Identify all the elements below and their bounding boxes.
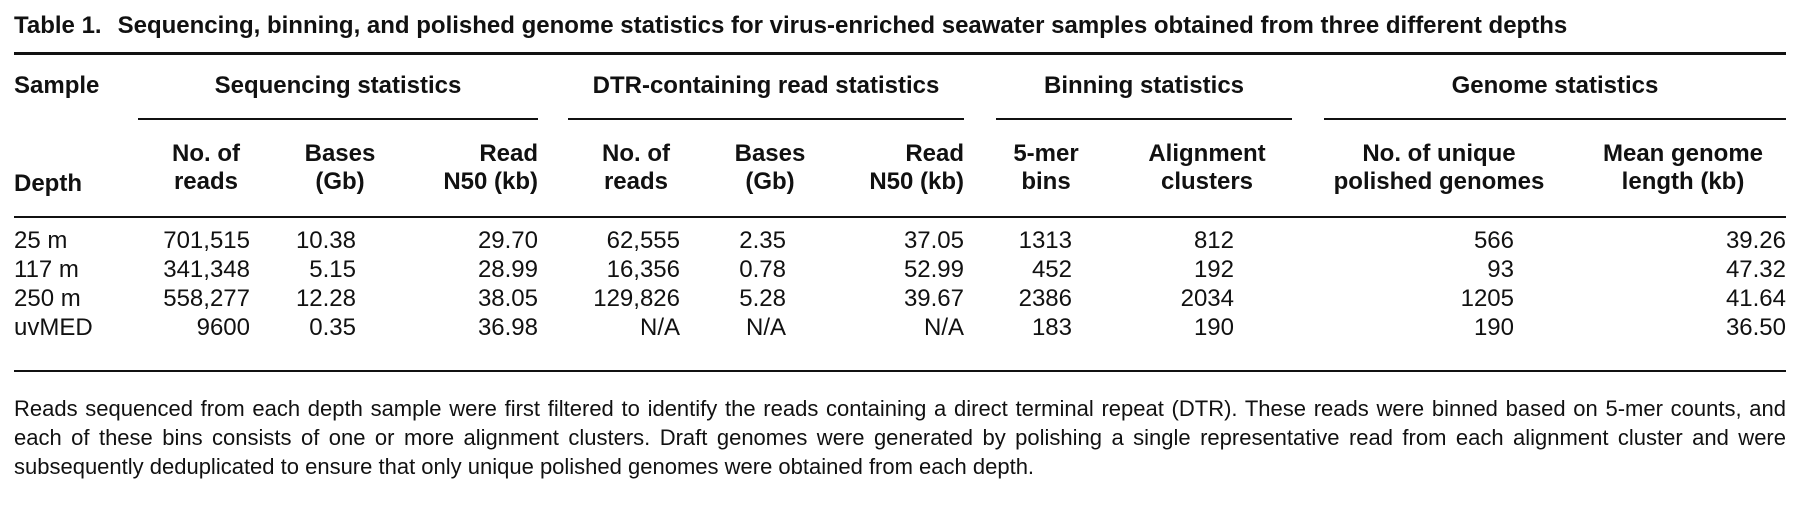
col-header-seq-n50: Read N50 (kb)	[443, 140, 538, 195]
cell-seq-reads: 701,515	[163, 227, 250, 254]
cell-dtr-n50: N/A	[923, 314, 964, 341]
cell-dtr-reads: 16,356	[606, 256, 680, 283]
cell-dtr-bases: 0.78	[739, 256, 786, 283]
col-header-depth: Depth	[14, 170, 82, 197]
header-rule	[14, 216, 1786, 218]
cell-bins: 183	[1031, 314, 1072, 341]
table-caption	[14, 12, 1784, 40]
cell-dtr-reads: 129,826	[593, 285, 680, 312]
table-row	[0, 255, 1800, 285]
table-row	[0, 226, 1800, 256]
cell-clusters: 812	[1193, 227, 1234, 254]
col-header-dtr-bases: Bases (Gb)	[734, 140, 806, 195]
cell-mean-len: 36.50	[1725, 314, 1786, 341]
cell-dtr-bases: 5.28	[739, 285, 786, 312]
group-line-binning	[996, 118, 1292, 120]
cell-depth: uvMED	[14, 314, 93, 341]
cell-seq-bases: 5.15	[309, 256, 356, 283]
cell-mean-len: 39.26	[1725, 227, 1786, 254]
bottom-rule	[14, 370, 1786, 372]
cell-clusters: 192	[1193, 256, 1234, 283]
cell-dtr-reads: 62,555	[606, 227, 680, 254]
cell-dtr-n50: 52.99	[903, 256, 964, 283]
group-line-genome	[1324, 118, 1786, 120]
cell-clusters: 190	[1193, 314, 1234, 341]
cell-unique: 190	[1473, 314, 1514, 341]
table-footnote: Reads sequenced from each depth sample were first filtered to identify the reads containing a direct terminal repeat (DTR). These reads were binned based on 5-mer counts, and each of these bins consists of one or more alignment clusters. Draft genomes were generated by polishing a single representative read from each alignment cluster and were subsequently deduplicated to ensure that only unique polished genomes were obtained from each depth.	[14, 396, 1786, 479]
col-header-dtr-reads: No. of reads	[602, 140, 670, 195]
cell-mean-len: 47.32	[1725, 256, 1786, 283]
group-header-genome: Genome statistics	[1451, 72, 1659, 99]
cell-dtr-reads: N/A	[639, 314, 680, 341]
cell-dtr-n50: 37.05	[903, 227, 964, 254]
table-title: Sequencing, binning, and polished genome statistics for virus-enriched seawater samples obtained from three different depths	[117, 12, 1568, 39]
cell-seq-reads: 558,277	[163, 285, 250, 312]
col-header-clusters: Alignment clusters	[1148, 140, 1266, 195]
cell-mean-len: 41.64	[1725, 285, 1786, 312]
group-header-sample: Sample	[14, 72, 100, 99]
col-header-bins: 5-mer bins	[1013, 140, 1079, 195]
cell-dtr-bases: 2.35	[739, 227, 786, 254]
group-header-dtr: DTR-containing read statistics	[592, 72, 940, 99]
group-line-dtr	[568, 118, 964, 120]
cell-dtr-n50: 39.67	[903, 285, 964, 312]
cell-unique: 1205	[1460, 285, 1514, 312]
cell-seq-reads: 341,348	[163, 256, 250, 283]
group-header-sequencing: Sequencing statistics	[214, 72, 462, 99]
cell-seq-bases: 10.38	[295, 227, 356, 254]
cell-clusters: 2034	[1180, 285, 1234, 312]
col-header-seq-bases: Bases (Gb)	[304, 140, 376, 195]
cell-bins: 2386	[1018, 285, 1072, 312]
cell-seq-reads: 9600	[196, 314, 250, 341]
col-header-unique-genomes: No. of unique polished genomes	[1333, 140, 1545, 195]
col-header-seq-reads: No. of reads	[172, 140, 240, 195]
col-header-dtr-n50: Read N50 (kb)	[869, 140, 964, 195]
table-row	[0, 313, 1800, 343]
cell-dtr-bases: N/A	[745, 314, 786, 341]
cell-seq-n50: 29.70	[477, 227, 538, 254]
group-line-sequencing	[138, 118, 538, 120]
cell-depth: 25 m	[14, 227, 68, 254]
cell-seq-n50: 28.99	[477, 256, 538, 283]
cell-seq-bases: 12.28	[295, 285, 356, 312]
cell-seq-bases: 0.35	[309, 314, 356, 341]
cell-unique: 93	[1487, 256, 1514, 283]
cell-seq-n50: 38.05	[477, 285, 538, 312]
cell-depth: 250 m	[14, 285, 81, 312]
cell-seq-n50: 36.98	[477, 314, 538, 341]
cell-depth: 117 m	[14, 256, 79, 283]
group-header-binning: Binning statistics	[1043, 72, 1245, 99]
cell-unique: 566	[1473, 227, 1514, 254]
cell-bins: 1313	[1018, 227, 1072, 254]
cell-bins: 452	[1031, 256, 1072, 283]
table-row	[0, 284, 1800, 314]
top-rule	[14, 52, 1786, 55]
table-label: Table 1.	[14, 12, 102, 39]
col-header-mean-length: Mean genome length (kb)	[1602, 140, 1764, 195]
